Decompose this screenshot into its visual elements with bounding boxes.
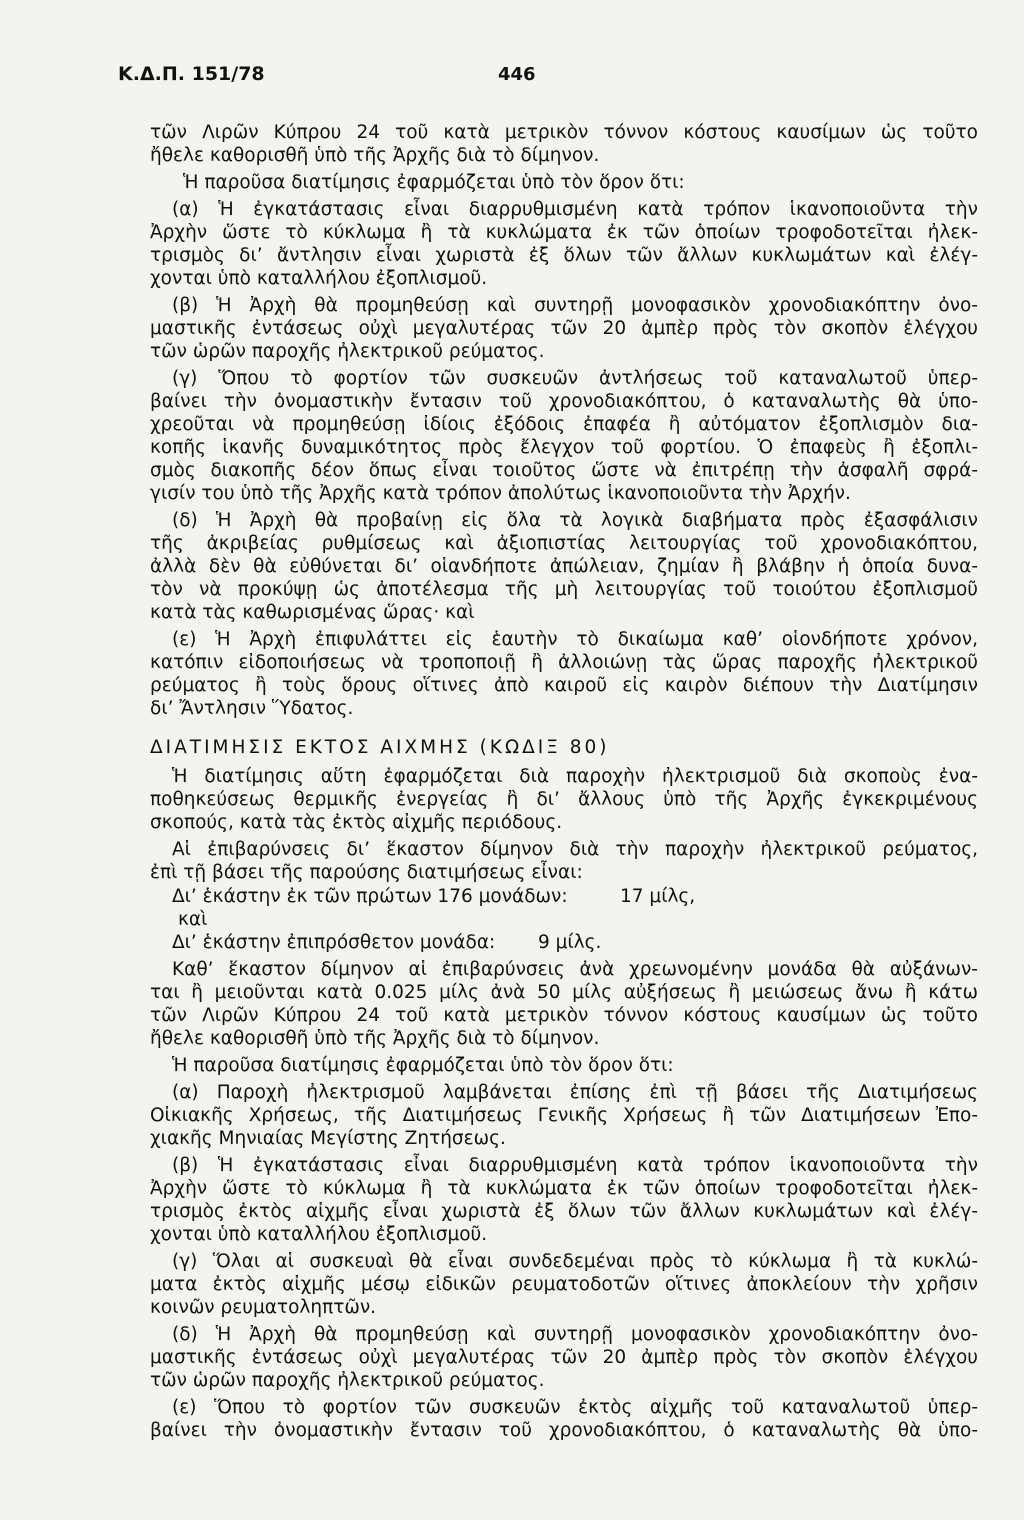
text-line: (ε) Ὅπου τὸ φορτίον τῶν συσκευῶν ἐκτὸς αἰχμῆς τοῦ καταναλωτοῦ ὑπερ- xyxy=(172,1397,978,1418)
text-line: (β) Ἡ ἐγκατάστασις εἶναι διαρρυθμισμένη κατὰ τρόπον ἱκανοποιοῦντα τὴν xyxy=(172,1155,978,1176)
text-line: ἤθελε καθορισθῆ ὑπὸ τῆς Ἀρχῆς διὰ τὸ δίμηνον. xyxy=(150,1028,600,1049)
text-line: Ἡ παροῦσα διατίμησις ἐφαρμόζεται ὑπὸ τὸν ὅρον ὅτι: xyxy=(172,1055,674,1076)
rate-first-value: 17 μίλς, xyxy=(620,886,696,907)
rate-table xyxy=(150,885,978,954)
text-line: τῆς ἀκριβείας ρυθμίσεως καὶ ἀξιοπιστίας λειτουργίας τοῦ χρονοδιακόπτου, xyxy=(150,533,978,554)
text-line: τῶν ὡρῶν παροχῆς ἠλεκτρικοῦ ρεύματος. xyxy=(150,341,545,362)
text-line: (γ) Ὅπου τὸ φορτίον τῶν συσκευῶν ἀντλήσεως τοῦ καταναλωτοῦ ὑπερ- xyxy=(172,368,978,389)
text-line: Ἀρχὴν ὥστε τὸ κύκλωμα ἢ τὰ κυκλώματα ἐκ τῶν ὁποίων τροφοδοτεῖται ἠλεκ- xyxy=(150,222,978,243)
paragraph-charges-intro xyxy=(150,838,978,884)
text-line: (δ) Ἡ Ἀρχὴ θὰ προμηθεύσῃ καὶ συντηρῇ μονοφασικὸν χρονοδιακόπτην ὀνο- xyxy=(172,1324,978,1345)
text-line: ται ἢ μειοῦνται κατὰ 0.025 μίλς ἀνὰ 50 μίλς αὐξήσεως ἢ μειώσεως ἄνω ἢ κάτω xyxy=(150,982,978,1003)
text-line: Οἰκιακῆς Χρήσεως, τῆς Διατιμήσεως Γενικῆς Χρήσεως ἢ τῶν Διατιμήσεων Ἐπο- xyxy=(150,1105,978,1126)
text-line: ματα ἐκτὸς αἰχμῆς μέσῳ εἰδικῶν ρευματοδοτῶν οἵτινες ἀποκλείουν τὴν χρῆσιν xyxy=(150,1274,978,1295)
text-line: Ἀρχὴν ὥστε τὸ κύκλωμα ἢ τὰ κυκλώματα ἐκ τῶν ὁποίων τροφοδοτεῖται ἠλεκ- xyxy=(150,1178,978,1199)
text-line: κατόπιν εἰδοποιήσεως νὰ τροποποιῇ ἢ ἀλλοιώνῃ τὰς ὥρας παροχῆς ἠλεκτρικοῦ xyxy=(150,652,978,673)
text-line: κατὰ τὰς καθωρισμένας ὥρας· καὶ xyxy=(150,602,475,623)
paragraph-fuel-cost-continuation xyxy=(150,121,978,167)
text-line: κοινῶν ρευματοληπτῶν. xyxy=(150,1297,377,1318)
rate-first-label: Δι’ ἑκάστην ἐκ τῶν πρώτων 176 μονάδων: xyxy=(172,886,568,907)
condition-b xyxy=(150,294,978,363)
text-line: ἤθελε καθορισθῆ ὑπὸ τῆς Ἀρχῆς διὰ τὸ δίμηνον. xyxy=(150,145,600,166)
text-line: ἐπὶ τῇ βάσει τῆς παρούσης διατιμήσεως εἶναι: xyxy=(150,862,583,883)
text-line: (β) Ἡ Ἀρχὴ θὰ προμηθεύσῃ καὶ συντηρῇ μονοφασικὸν χρονοδιακόπτην ὀνο- xyxy=(172,295,978,316)
off-peak-condition-e xyxy=(150,1396,978,1442)
text-line: χρεοῦται νὰ προμηθεύσῃ ἰδίοις ἐξόδοις ἐπαφέα ἢ αὐτόματον ἐξοπλισμὸν δια- xyxy=(150,414,978,435)
paragraph-fuel-adjustment xyxy=(150,958,978,1050)
text-line: ἀλλὰ δὲν θὰ εὐθύνεται δι’ οἱανδήποτε ἀπώλειαν, ζημίαν ἢ βλάβην ἡ ὁποία δυνα- xyxy=(150,556,978,577)
condition-e xyxy=(150,628,978,720)
text-line: σμὸς διακοπῆς δέον ὅπως εἶναι τοιοῦτος ὥστε νὰ ἐπιτρέπῃ τὴν ἀσφαλῆ σφρά- xyxy=(150,460,978,481)
text-line: τῶν Λιρῶν Κύπρου 24 τοῦ κατὰ μετρικὸν τόννον κόστους καυσίμων ὡς τοῦτο xyxy=(150,1005,978,1026)
paragraph-conditions-intro xyxy=(150,171,978,194)
text-line: βαίνει τὴν ὀνομαστικὴν ἔντασιν τοῦ χρονοδιακόπτου, ὁ καταναλωτὴς θὰ ὑπο- xyxy=(150,391,978,412)
text-line: Αἱ ἐπιβαρύνσεις δι’ ἕκαστον δίμηνον διὰ τὴν παροχὴν ἠλεκτρικοῦ ρεύματος, xyxy=(172,839,978,860)
paragraph-off-peak-conditions-intro xyxy=(150,1054,978,1077)
section-heading: ΔΙΑΤΙΜΗΣΙΣ ΕΚΤΟΣ ΑΙΧΜΗΣ (ΚΩΔΙΞ 80) xyxy=(150,737,610,758)
text-line: χιακῆς Μηνιαίας Μεγίστης Ζητήσεως. xyxy=(150,1128,506,1149)
text-line: (ε) Ἡ Ἀρχὴ ἐπιφυλάττει εἰς ἑαυτὴν τὸ δικαίωμα καθ’ οἱονδήποτε χρόνον, xyxy=(172,629,978,650)
text-line: (α) Παροχὴ ἠλεκτρισμοῦ λαμβάνεται ἐπίσης ἐπὶ τῇ βάσει τῆς Διατιμήσεως xyxy=(172,1082,978,1103)
off-peak-condition-d xyxy=(150,1323,978,1392)
text-line: τῶν ὡρῶν παροχῆς ἠλεκτρικοῦ ρεύματος. xyxy=(150,1370,545,1391)
rate-row-additional-units xyxy=(150,931,978,954)
text-line: γισίν του ὑπὸ τῆς Ἀρχῆς κατὰ τρόπον ἀπολύτως ἱκανοποιοῦντα τὴν Ἀρχήν. xyxy=(150,483,851,504)
text-line: τὸν νὰ προκύψῃ ὡς ἀποτέλεσμα τῆς μὴ λειτουργίας τοῦ τοιούτου ἐξοπλισμοῦ xyxy=(150,579,978,600)
page-number: 446 xyxy=(498,64,536,85)
document-reference: Κ.Δ.Π. 151/78 xyxy=(118,63,265,85)
condition-c xyxy=(150,367,978,505)
text-line: (α) Ἡ ἐγκατάστασις εἶναι διαρρυθμισμένη κατὰ τρόπον ἱκανοποιοῦντα τὴν xyxy=(172,199,978,220)
rate-row-first-units xyxy=(150,885,978,908)
document-body xyxy=(150,121,978,1442)
text-line: ποθηκεύσεως θερμικῆς ἐνεργείας ἢ δι’ ἄλλους ὑπὸ τῆς Ἀρχῆς ἐγκεκριμένους xyxy=(150,789,978,810)
text-line: τρισμὸς δι’ ἄντλησιν εἶναι χωριστὰ ἐξ ὅλων τῶν ἄλλων κυκλωμάτων καὶ ἐλέγ- xyxy=(150,245,978,266)
condition-a xyxy=(150,198,978,290)
text-line: (γ) Ὅλαι αἱ συσκευαὶ θὰ εἶναι συνδεδεμέναι πρὸς τὸ κύκλωμα ἢ τὰ κυκλώ- xyxy=(172,1251,978,1272)
text-line: (δ) Ἡ Ἀρχὴ θὰ προβαίνῃ εἰς ὅλα τὰ λογικὰ διαβήματα πρὸς ἐξασφάλισιν xyxy=(172,510,978,531)
text-line: ρεύματος ἢ τοὺς ὅρους οἵτινες ἀπὸ καιροῦ εἰς καιρὸν διέπουν τὴν Διατίμησιν xyxy=(150,675,978,696)
text-line: βαίνει τὴν ὀνομαστικὴν ἔντασιν τοῦ χρονοδιακόπτου, ὁ καταναλωτὴς θὰ ὑπο- xyxy=(150,1420,978,1441)
text-line: τῶν Λιρῶν Κύπρου 24 τοῦ κατὰ μετρικὸν τόννον κόστους καυσίμων ὡς τοῦτο xyxy=(150,122,978,143)
text-line: μαστικῆς ἐντάσεως οὐχὶ μεγαλυτέρας τῶν 20 ἀμπὲρ πρὸς τὸν σκοπὸν ἐλέγχου xyxy=(150,1347,978,1368)
rate-additional-label: Δι’ ἑκάστην ἐπιπρόσθετον μονάδα: xyxy=(172,932,496,953)
text-line: κοπῆς ἱκανῆς δυναμικότητος πρὸς ἔλεγχον τοῦ φορτίου. Ὁ ἐπαφεὺς ἢ ἐξοπλι- xyxy=(150,437,978,458)
rate-conjunction: καὶ xyxy=(178,909,208,930)
text-line: μαστικῆς ἐντάσεως οὐχὶ μεγαλυτέρας τῶν 20 ἀμπὲρ πρὸς τὸν σκοπὸν ἐλέγχου xyxy=(150,318,978,339)
off-peak-condition-b xyxy=(150,1154,978,1246)
text-line: τρισμὸς ἐκτὸς αἰχμῆς εἶναι χωριστὰ ἐξ ὅλων τῶν ἄλλων κυκλωμάτων καὶ ἐλέγ- xyxy=(150,1201,978,1222)
text-line: σκοπούς, κατὰ τὰς ἐκτὸς αἰχμῆς περιόδους. xyxy=(150,812,563,833)
rate-additional-value: 9 μίλς. xyxy=(538,932,602,953)
text-line: Ἡ παροῦσα διατίμησις ἐφαρμόζεται ὑπὸ τὸν ὅρον ὅτι: xyxy=(183,172,685,193)
text-line: χονται ὑπὸ καταλλήλου ἐξοπλισμοῦ. xyxy=(150,268,488,289)
text-line: Καθ’ ἕκαστον δίμηνον αἱ ἐπιβαρύνσεις ἀνὰ χρεωνομένην μονάδα θὰ αὐξάνων- xyxy=(172,959,978,980)
off-peak-condition-c xyxy=(150,1250,978,1319)
text-line: Ἡ διατίμησις αὕτη ἐφαρμόζεται διὰ παροχὴν ἠλεκτρισμοῦ διὰ σκοποὺς ἐνα- xyxy=(172,766,978,787)
paragraph-off-peak-intro xyxy=(150,765,978,834)
condition-d xyxy=(150,509,978,624)
text-line: δι’ Ἄντλησιν Ὕδατος. xyxy=(150,698,354,719)
text-line: χονται ὑπὸ καταλλήλου ἐξοπλισμοῦ. xyxy=(150,1224,488,1245)
off-peak-condition-a xyxy=(150,1081,978,1150)
